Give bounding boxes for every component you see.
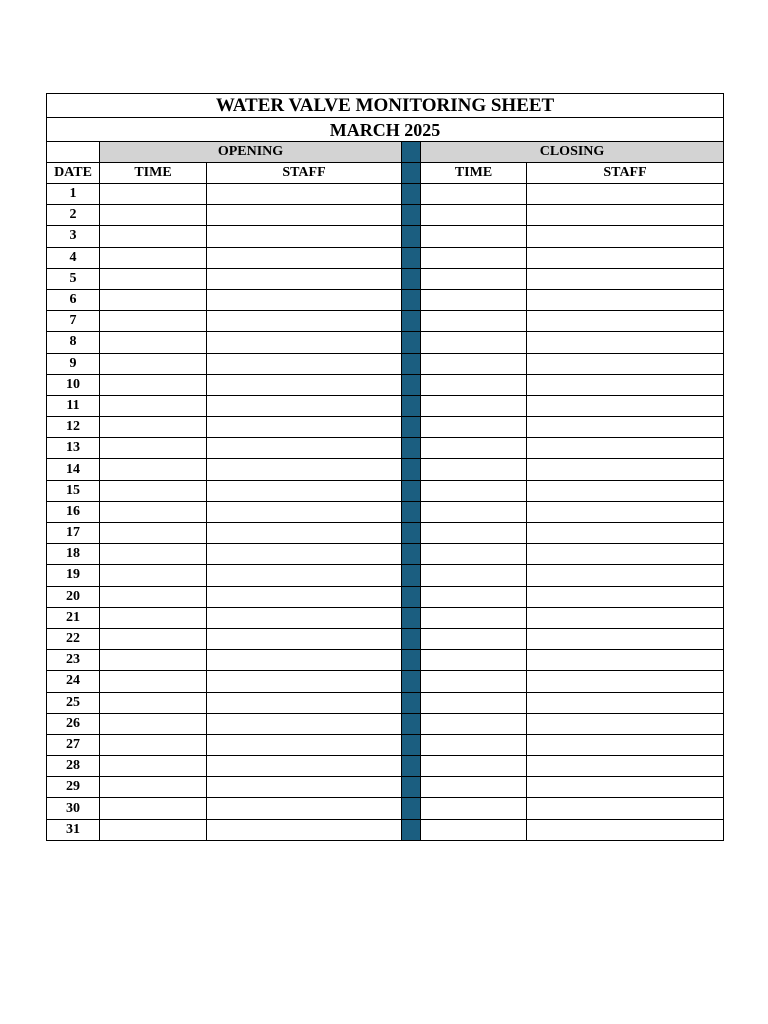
closing-staff-cell[interactable] <box>527 565 724 586</box>
date-row <box>47 777 724 798</box>
closing-staff-cell[interactable] <box>527 607 724 628</box>
opening-staff-cell[interactable] <box>207 628 402 649</box>
date-row <box>47 438 724 459</box>
date-cell: 14 <box>47 459 100 480</box>
separator-cell <box>402 777 421 798</box>
opening-staff-cell[interactable] <box>207 777 402 798</box>
date-row <box>47 671 724 692</box>
opening-staff-cell[interactable] <box>207 650 402 671</box>
separator-cell <box>402 798 421 819</box>
separator-cell <box>402 142 421 163</box>
date-row <box>47 565 724 586</box>
date-row <box>47 205 724 226</box>
opening-time-cell[interactable] <box>100 565 207 586</box>
separator-cell <box>402 544 421 565</box>
date-cell: 2 <box>47 205 100 226</box>
opening-time-cell[interactable] <box>100 607 207 628</box>
date-row <box>47 417 724 438</box>
date-cell: 31 <box>47 819 100 840</box>
opening-time-cell[interactable] <box>100 544 207 565</box>
closing-staff-cell[interactable] <box>527 459 724 480</box>
separator-cell <box>402 565 421 586</box>
opening-group-header: OPENING <box>100 142 402 163</box>
closing-time-cell[interactable] <box>421 713 527 734</box>
separator-cell <box>402 184 421 205</box>
closing-staff-cell[interactable] <box>527 586 724 607</box>
sheet-title: WATER VALVE MONITORING SHEET <box>47 94 724 118</box>
opening-time-cell[interactable] <box>100 523 207 544</box>
closing-time-cell[interactable] <box>421 586 527 607</box>
closing-time-cell[interactable] <box>421 798 527 819</box>
opening-staff-cell[interactable] <box>207 205 402 226</box>
closing-staff-cell[interactable] <box>527 247 724 268</box>
opening-staff-cell[interactable] <box>207 501 402 522</box>
opening-staff-cell[interactable] <box>207 226 402 247</box>
date-row <box>47 650 724 671</box>
separator-cell <box>402 501 421 522</box>
closing-time-header: TIME <box>421 163 527 184</box>
opening-staff-cell[interactable] <box>207 353 402 374</box>
opening-time-cell[interactable] <box>100 332 207 353</box>
opening-time-cell[interactable] <box>100 438 207 459</box>
opening-time-cell[interactable] <box>100 184 207 205</box>
closing-staff-cell[interactable] <box>527 692 724 713</box>
separator-cell <box>402 713 421 734</box>
date-row <box>47 395 724 416</box>
date-cell: 29 <box>47 777 100 798</box>
date-cell: 13 <box>47 438 100 459</box>
blank-corner-cell <box>47 142 100 163</box>
closing-time-cell[interactable] <box>421 756 527 777</box>
date-cell: 10 <box>47 374 100 395</box>
closing-time-cell[interactable] <box>421 480 527 501</box>
closing-time-cell[interactable] <box>421 692 527 713</box>
closing-time-cell[interactable] <box>421 226 527 247</box>
opening-staff-cell[interactable] <box>207 332 402 353</box>
date-cell: 6 <box>47 289 100 310</box>
opening-time-cell[interactable] <box>100 417 207 438</box>
date-row <box>47 756 724 777</box>
opening-time-cell[interactable] <box>100 628 207 649</box>
closing-time-cell[interactable] <box>421 438 527 459</box>
date-row <box>47 713 724 734</box>
opening-time-cell[interactable] <box>100 692 207 713</box>
closing-staff-cell[interactable] <box>527 819 724 840</box>
separator-cell <box>402 226 421 247</box>
separator-cell <box>402 332 421 353</box>
closing-time-cell[interactable] <box>421 459 527 480</box>
closing-staff-cell[interactable] <box>527 798 724 819</box>
opening-staff-cell[interactable] <box>207 734 402 755</box>
separator-cell <box>402 480 421 501</box>
separator-cell <box>402 671 421 692</box>
opening-staff-cell[interactable] <box>207 607 402 628</box>
date-row <box>47 734 724 755</box>
opening-time-header: TIME <box>100 163 207 184</box>
opening-time-cell[interactable] <box>100 650 207 671</box>
opening-staff-cell[interactable] <box>207 523 402 544</box>
closing-time-cell[interactable] <box>421 289 527 310</box>
date-cell: 24 <box>47 671 100 692</box>
opening-staff-cell[interactable] <box>207 268 402 289</box>
opening-staff-cell[interactable] <box>207 311 402 332</box>
opening-time-cell[interactable] <box>100 289 207 310</box>
date-row <box>47 353 724 374</box>
date-cell: 7 <box>47 311 100 332</box>
opening-staff-cell[interactable] <box>207 184 402 205</box>
opening-staff-cell[interactable] <box>207 438 402 459</box>
date-cell: 15 <box>47 480 100 501</box>
date-row <box>47 247 724 268</box>
date-row <box>47 501 724 522</box>
opening-staff-cell[interactable] <box>207 289 402 310</box>
closing-staff-cell[interactable] <box>527 501 724 522</box>
opening-staff-cell[interactable] <box>207 671 402 692</box>
separator-cell <box>402 311 421 332</box>
date-column-header: DATE <box>47 163 100 184</box>
separator-cell <box>402 374 421 395</box>
closing-staff-cell[interactable] <box>527 523 724 544</box>
opening-staff-cell[interactable] <box>207 586 402 607</box>
separator-cell <box>402 205 421 226</box>
closing-time-cell[interactable] <box>421 311 527 332</box>
sheet-month: MARCH 2025 <box>47 118 724 142</box>
closing-staff-cell[interactable] <box>527 713 724 734</box>
date-cell: 22 <box>47 628 100 649</box>
closing-staff-cell[interactable] <box>527 650 724 671</box>
closing-staff-cell[interactable] <box>527 480 724 501</box>
separator-cell <box>402 268 421 289</box>
separator-cell <box>402 650 421 671</box>
opening-time-cell[interactable] <box>100 205 207 226</box>
date-cell: 8 <box>47 332 100 353</box>
closing-staff-cell[interactable] <box>527 734 724 755</box>
date-cell: 21 <box>47 607 100 628</box>
separator-cell <box>402 438 421 459</box>
closing-staff-cell[interactable] <box>527 544 724 565</box>
date-cell: 20 <box>47 586 100 607</box>
closing-time-cell[interactable] <box>421 628 527 649</box>
separator-cell <box>402 756 421 777</box>
closing-staff-cell[interactable] <box>527 226 724 247</box>
closing-time-cell[interactable] <box>421 374 527 395</box>
opening-time-cell[interactable] <box>100 226 207 247</box>
date-row <box>47 607 724 628</box>
closing-staff-cell[interactable] <box>527 395 724 416</box>
opening-time-cell[interactable] <box>100 374 207 395</box>
date-cell: 19 <box>47 565 100 586</box>
closing-time-cell[interactable] <box>421 819 527 840</box>
date-cell: 28 <box>47 756 100 777</box>
date-row <box>47 268 724 289</box>
opening-time-cell[interactable] <box>100 247 207 268</box>
opening-time-cell[interactable] <box>100 268 207 289</box>
date-cell: 12 <box>47 417 100 438</box>
closing-time-cell[interactable] <box>421 353 527 374</box>
date-cell: 25 <box>47 692 100 713</box>
closing-time-cell[interactable] <box>421 417 527 438</box>
closing-staff-cell[interactable] <box>527 756 724 777</box>
closing-staff-cell[interactable] <box>527 628 724 649</box>
date-row <box>47 226 724 247</box>
opening-staff-cell[interactable] <box>207 417 402 438</box>
closing-time-cell[interactable] <box>421 247 527 268</box>
separator-cell <box>402 417 421 438</box>
closing-time-cell[interactable] <box>421 395 527 416</box>
closing-staff-cell[interactable] <box>527 777 724 798</box>
closing-time-cell[interactable] <box>421 332 527 353</box>
opening-staff-cell[interactable] <box>207 480 402 501</box>
opening-staff-cell[interactable] <box>207 713 402 734</box>
date-cell: 11 <box>47 395 100 416</box>
closing-staff-cell[interactable] <box>527 374 724 395</box>
opening-time-cell[interactable] <box>100 480 207 501</box>
closing-staff-cell[interactable] <box>527 184 724 205</box>
date-row <box>47 459 724 480</box>
opening-staff-cell[interactable] <box>207 565 402 586</box>
closing-time-cell[interactable] <box>421 205 527 226</box>
separator-cell <box>402 523 421 544</box>
separator-cell <box>402 353 421 374</box>
date-cell: 5 <box>47 268 100 289</box>
closing-staff-cell[interactable] <box>527 671 724 692</box>
date-row <box>47 692 724 713</box>
closing-staff-cell[interactable] <box>527 289 724 310</box>
opening-time-cell[interactable] <box>100 756 207 777</box>
separator-cell <box>402 819 421 840</box>
closing-time-cell[interactable] <box>421 565 527 586</box>
closing-staff-header: STAFF <box>527 163 724 184</box>
date-cell: 23 <box>47 650 100 671</box>
separator-cell <box>402 628 421 649</box>
closing-time-cell[interactable] <box>421 671 527 692</box>
opening-staff-cell[interactable] <box>207 395 402 416</box>
opening-time-cell[interactable] <box>100 671 207 692</box>
separator-cell <box>402 163 421 184</box>
date-row <box>47 819 724 840</box>
separator-cell <box>402 607 421 628</box>
closing-group-header: CLOSING <box>421 142 724 163</box>
opening-staff-cell[interactable] <box>207 819 402 840</box>
closing-staff-cell[interactable] <box>527 353 724 374</box>
separator-cell <box>402 692 421 713</box>
date-row <box>47 523 724 544</box>
date-cell: 1 <box>47 184 100 205</box>
closing-time-cell[interactable] <box>421 650 527 671</box>
date-row <box>47 480 724 501</box>
date-row <box>47 798 724 819</box>
date-cell: 30 <box>47 798 100 819</box>
opening-time-cell[interactable] <box>100 459 207 480</box>
opening-time-cell[interactable] <box>100 586 207 607</box>
opening-staff-cell[interactable] <box>207 459 402 480</box>
separator-cell <box>402 459 421 480</box>
closing-staff-cell[interactable] <box>527 438 724 459</box>
closing-time-cell[interactable] <box>421 777 527 798</box>
opening-staff-cell[interactable] <box>207 544 402 565</box>
opening-time-cell[interactable] <box>100 395 207 416</box>
separator-cell <box>402 395 421 416</box>
opening-time-cell[interactable] <box>100 713 207 734</box>
closing-time-cell[interactable] <box>421 523 527 544</box>
monitoring-table <box>46 93 724 841</box>
date-cell: 9 <box>47 353 100 374</box>
closing-staff-cell[interactable] <box>527 332 724 353</box>
closing-time-cell[interactable] <box>421 607 527 628</box>
closing-time-cell[interactable] <box>421 184 527 205</box>
closing-time-cell[interactable] <box>421 268 527 289</box>
date-cell: 17 <box>47 523 100 544</box>
opening-staff-cell[interactable] <box>207 692 402 713</box>
date-row <box>47 311 724 332</box>
opening-time-cell[interactable] <box>100 798 207 819</box>
date-row <box>47 586 724 607</box>
closing-time-cell[interactable] <box>421 501 527 522</box>
opening-staff-cell[interactable] <box>207 798 402 819</box>
separator-cell <box>402 247 421 268</box>
date-cell: 3 <box>47 226 100 247</box>
opening-staff-cell[interactable] <box>207 374 402 395</box>
date-row <box>47 184 724 205</box>
opening-time-cell[interactable] <box>100 311 207 332</box>
separator-cell <box>402 289 421 310</box>
date-cell: 27 <box>47 734 100 755</box>
opening-staff-cell[interactable] <box>207 756 402 777</box>
date-cell: 26 <box>47 713 100 734</box>
opening-staff-header: STAFF <box>207 163 402 184</box>
separator-cell <box>402 734 421 755</box>
date-row <box>47 289 724 310</box>
closing-staff-cell[interactable] <box>527 311 724 332</box>
closing-staff-cell[interactable] <box>527 417 724 438</box>
date-cell: 18 <box>47 544 100 565</box>
closing-time-cell[interactable] <box>421 734 527 755</box>
opening-time-cell[interactable] <box>100 777 207 798</box>
opening-time-cell[interactable] <box>100 353 207 374</box>
opening-time-cell[interactable] <box>100 819 207 840</box>
separator-cell <box>402 586 421 607</box>
date-row <box>47 544 724 565</box>
date-cell: 16 <box>47 501 100 522</box>
closing-time-cell[interactable] <box>421 544 527 565</box>
closing-staff-cell[interactable] <box>527 268 724 289</box>
date-row <box>47 332 724 353</box>
date-cell: 4 <box>47 247 100 268</box>
date-row <box>47 374 724 395</box>
opening-time-cell[interactable] <box>100 734 207 755</box>
opening-time-cell[interactable] <box>100 501 207 522</box>
closing-staff-cell[interactable] <box>527 205 724 226</box>
date-row <box>47 628 724 649</box>
monitoring-sheet <box>46 93 723 841</box>
opening-staff-cell[interactable] <box>207 247 402 268</box>
